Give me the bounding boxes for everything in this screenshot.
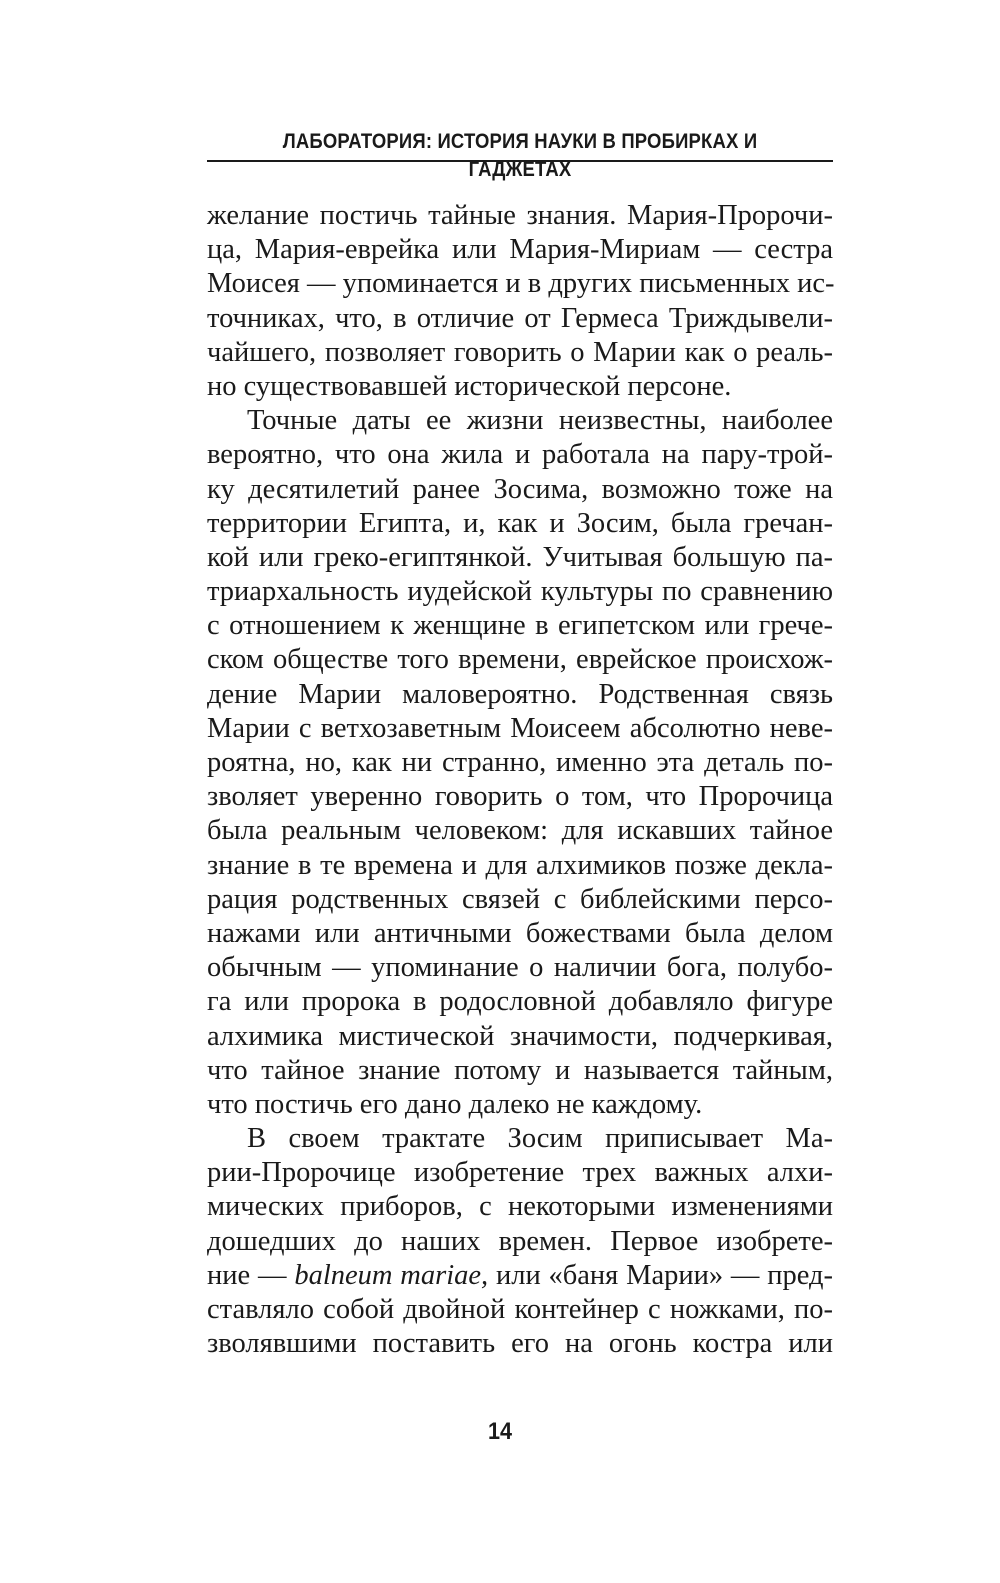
text-line: с отношением к женщине в египетском или грече- — [207, 610, 833, 642]
text-line: территории Египта, и, как и Зосим, была гречан- — [207, 507, 833, 539]
text-line: желание постичь тайные знания. Мария-Пророчи- — [207, 200, 833, 231]
text-line: алхимика мистической значимости, подчеркивая, — [207, 1020, 833, 1052]
text-line: роятна, но, как ни странно, именно эта деталь по- — [207, 747, 833, 778]
text-line: рии-Пророчице изобретение трех важных алхи- — [207, 1157, 833, 1189]
text-line: Марии с ветхозаветным Моисеем абсолютно неве- — [207, 712, 833, 744]
text-line: знание в те времена и для алхимиков позже декла- — [207, 849, 833, 881]
text-line: кой или греко-египтянкой. Учитывая большую па- — [207, 541, 833, 573]
latin-term: balneum mariae, — [294, 1259, 489, 1291]
text-line: мических приборов, с некоторыми изменениями — [207, 1191, 833, 1223]
text-line: была реальным человеком: для искавших тайное — [207, 815, 833, 847]
text-line: ставляло собой двойной контейнер с ножками, по- — [207, 1294, 833, 1325]
text-line: Моисея — упоминается и в других письменных ис- — [207, 268, 835, 300]
text-fragment: ние — — [207, 1259, 295, 1291]
text-line: нажами или античными божествами была делом — [207, 917, 833, 949]
text-line: но существовавшей исторической персоне. — [207, 370, 732, 402]
body-text — [207, 199, 833, 1361]
text-line: обычным — упоминание о наличии бога, полубо- — [207, 952, 833, 984]
text-line-with-italic — [207, 1259, 833, 1293]
text-line: дошедших до наших времен. Первое изобрете- — [207, 1225, 833, 1257]
text-line: точниках, что, в отличие от Гермеса Триждывели- — [207, 302, 833, 334]
text-line: вероятно, что она жила и работала на пару-трой- — [207, 439, 833, 471]
text-line: В своем трактате Зосим приписывает Ма- — [247, 1123, 833, 1155]
text-line: дение Марии маловероятно. Родственная связь — [207, 678, 833, 710]
text-line: зволявшими поставить его на огонь костра или — [207, 1328, 833, 1360]
running-head: ЛАБОРАТОРИЯ: ИСТОРИЯ НАУКИ В ПРОБИРКАХ И ГАДЖЕТАХ — [282, 130, 758, 181]
text-line: Точные даты ее жизни неизвестны, наиболее — [247, 405, 833, 437]
text-fragment: или «баня Марии» — пред- — [488, 1259, 834, 1291]
text-line: га или пророка в родословной добавляло фигуре — [207, 986, 833, 1018]
text-line: зволяет уверенно говорить о том, что Пророчица — [207, 781, 833, 813]
text-line: триархальность иудейской культуры по сравнению — [207, 576, 833, 608]
text-line: чайшего, позволяет говорить о Марии как о реаль- — [207, 336, 833, 368]
text-line: ку десятилетий ранее Зосима, возможно тоже на — [207, 473, 833, 505]
page-number: 14 — [487, 1418, 513, 1445]
text-line: что тайное знание потому и называется тайным, — [207, 1054, 833, 1086]
text-line: рация родственных связей с библейскими персо- — [207, 883, 833, 915]
text-line: что постичь его дано далеко не каждому. — [207, 1088, 703, 1120]
header-rule — [207, 160, 833, 162]
text-line: ца, Мария-еврейка или Мария-Мириам — сестра — [207, 234, 833, 266]
text-line: ском обществе того времени, еврейское происхож- — [207, 644, 833, 676]
